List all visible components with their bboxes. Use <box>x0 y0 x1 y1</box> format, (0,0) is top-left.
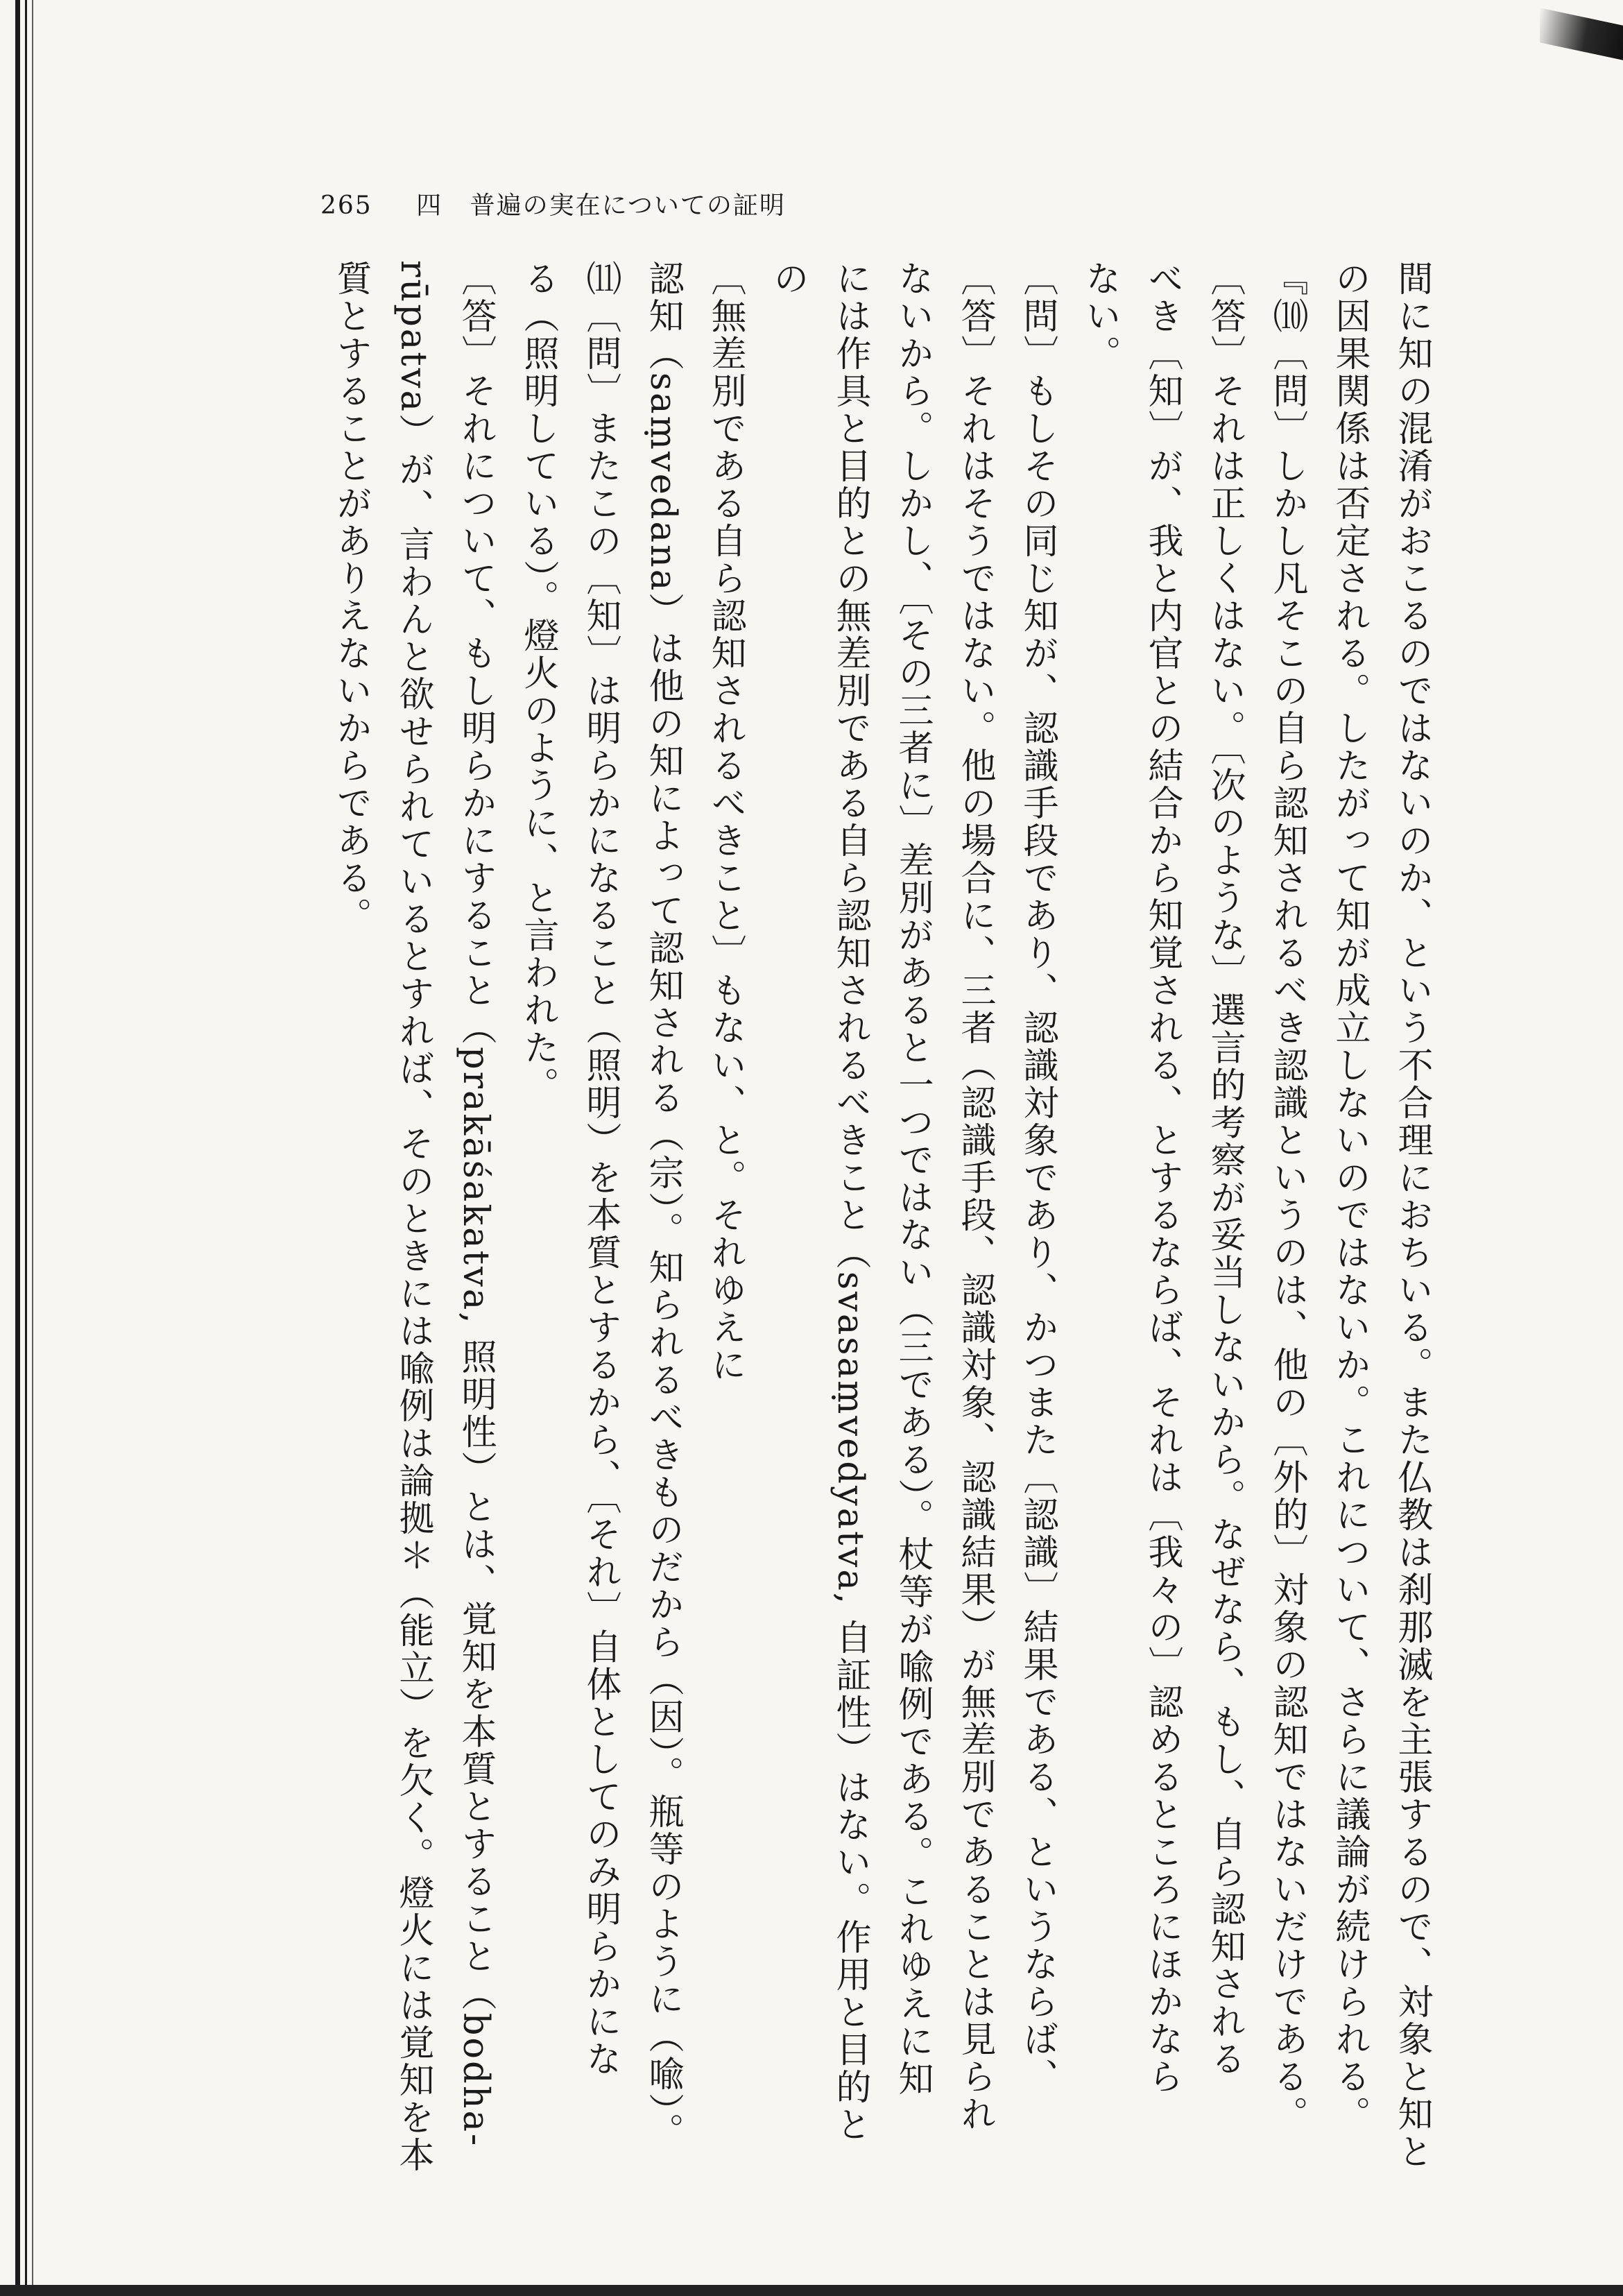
scan-bottom-edge <box>0 2285 1623 2296</box>
text-line: る（照明している）。燈火のように、と言われた。 <box>517 260 558 1104</box>
binding-edge-line <box>15 0 20 2296</box>
running-header <box>320 186 786 221</box>
page-number: 265 <box>320 191 372 220</box>
text-line: 認知（saṃvedana）は他の知によって認知される（宗）。知られるべきものだから（因）。瓶等のように（喩）。 <box>642 260 683 2150</box>
text-line: rūpatva）が、言わんと欲せられているとすれば、そのときには喩例は論拠＊（能立）を欠く。燈火には覚知を本 <box>393 260 433 2174</box>
text-line: ⑾〔問〕またこの〔知〕は明らかになること（照明）を本質とするから、〔それ〕自体としてのみ明らかにな <box>580 260 621 2078</box>
text-line: ないから。しかし、〔その三者に〕差別があると一つではない（三である）。杖等が喩例である。これゆえに知 <box>892 260 933 2098</box>
text-line: 〔答〕それはそうではない。他の場合に、三者（認識手段、認識対象、認識結果）が無差別であることは見られ <box>954 260 995 2133</box>
chapter-number: 四 <box>416 191 443 220</box>
text-line: 〔答〕それについて、もし明らかにすること（prakāśakatva, 照明性）とは、覚知を本質とすること（bodha- <box>455 260 496 2148</box>
text-line: には作具と目的との無差別である自ら認知されるべきこと（svasaṃvedyatva, 自証性）はない。作用と目的との <box>767 260 870 2144</box>
text-line: 間に知の混淆がおこるのではないのか、という不合理におちいる。また仏教は刹那滅を主張するので、対象と知と <box>1391 260 1432 2170</box>
binding-edge-line <box>25 0 27 2296</box>
scan-smudge <box>1540 8 1623 60</box>
text-line: ない。 <box>1079 260 1120 372</box>
text-line: 質とすることがありえないからである。 <box>330 260 371 934</box>
text-line: 〔答〕それは正しくはない。〔次のような〕選言的考察が妥当しないから。なぜなら、もし、自ら認知される <box>1204 260 1245 2078</box>
text-line: 〔問〕もしその同じ知が、認識手段であり、認識対象であり、かつまた〔認識〕結果である、というならば、 <box>1017 260 1058 2096</box>
binding-edge-line <box>32 0 33 2296</box>
text-line: べき〔知〕が、我と内官との結合から知覚される、とするならば、それは〔我々の〕認めるところにほかなら <box>1142 260 1183 2096</box>
text-line: 〔無差別である自ら認知されるべきこと〕もない、と。それゆえに <box>705 260 746 1384</box>
body-text <box>187 260 1443 2175</box>
text-line: 『⑽〔問〕しかし凡そこの自ら認知されるべき認識というのは、他の〔外的〕対象の認知ではないだけである。 <box>1266 260 1307 2133</box>
chapter-title: 普遍の実在についての証明 <box>470 191 786 220</box>
text-line: の因果関係は否定される。したがって知が成立しないのではないか。これについて、さらに議論が続けられる。 <box>1329 260 1370 2133</box>
